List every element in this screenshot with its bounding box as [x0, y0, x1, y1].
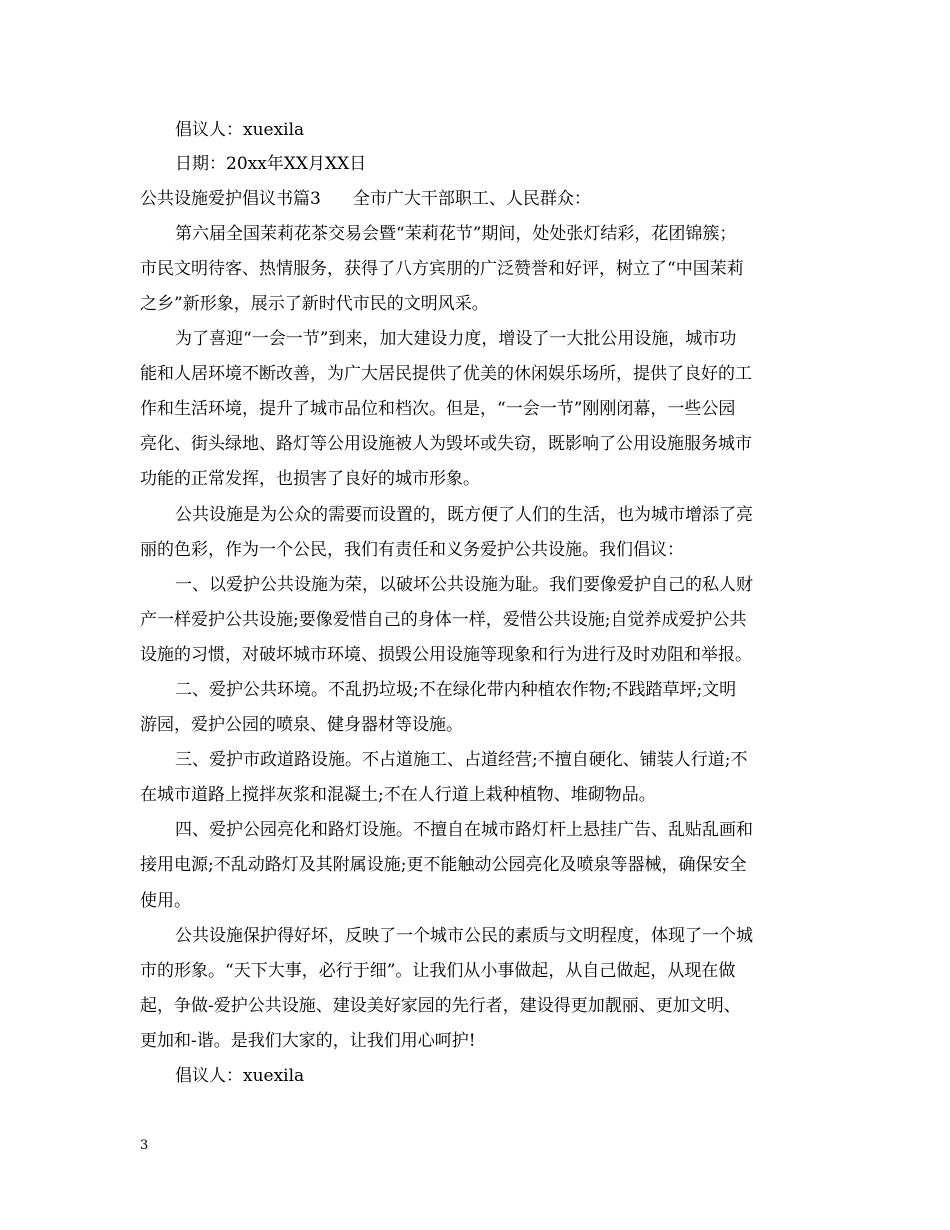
paragraph-line: 之乡”新形象，展示了新时代市民的文明风采。 [140, 294, 489, 314]
paragraph-line: 丽的色彩，作为一个公民，我们有责任和义务爱护公共设施。我们倡议： [140, 540, 684, 560]
paragraph-line: 接用电源;不乱动路灯及其附属设施;更不能触动公园亮化及喷泉等器械，确保安全 [140, 855, 747, 875]
paragraph-line: 能和人居环境不断改善，为广大居民提供了优美的休闲娱乐场所，提供了良好的工 [140, 364, 752, 384]
paragraph-line: 功能的正常发挥，也损害了良好的城市形象。 [140, 469, 480, 489]
paragraph-line: 市的形象。“天下大事，必行于细”。让我们从小事做起，从自己做起，从现在做 [140, 961, 736, 981]
paragraph-line: 二、爱护公共环境。不乱扔垃圾;不在绿化带内种植农作物;不践踏草坪;文明 [175, 680, 737, 700]
date-line: 日期：20xx年XX月XX日 [175, 154, 367, 174]
paragraph-line: 游园，爱护公园的喷泉、健身器材等设施。 [140, 715, 463, 735]
paragraph-line: 设施的习惯，对破坏城市环境、损毁公用设施等现象和行为进行及时劝阻和举报。 [140, 645, 752, 665]
document-title: 公共设施爱护倡议书篇3 [140, 189, 321, 209]
salutation: 全市广大干部职工、人民群众： [352, 189, 591, 209]
paragraph-line: 三、爱护市政道路设施。不占道施工、占道经营;不擅自硬化、铺装人行道;不 [175, 750, 748, 770]
paragraph-line: 第六届全国茉莉花茶交易会暨“茉莉花节”期间，处处张灯结彩，花团锦簇； [175, 224, 737, 244]
paragraph-line: 亮化、街头绿地、路灯等公用设施被人为毁坏或失窃，既影响了公用设施服务城市 [140, 434, 752, 454]
paragraph-line: 更加和-谐。是我们大家的，让我们用心呵护! [140, 1031, 476, 1051]
initiator-line: 倡议人：xuexila [175, 120, 305, 140]
paragraph-line: 市民文明待客、热情服务，获得了八方宾朋的广泛赞誉和好评，树立了“中国茉莉 [140, 259, 744, 279]
paragraph-line: 一、以爱护公共设施为荣，以破坏公共设施为耻。我们要像爱护自己的私人财 [175, 575, 753, 595]
paragraph-line: 四、爱护公园亮化和路灯设施。不擅自在城市路灯杆上悬挂广告、乱贴乱画和 [175, 820, 753, 840]
paragraph-line: 使用。 [140, 891, 191, 911]
title-line [140, 187, 591, 211]
page-number: 3 [140, 1138, 149, 1153]
paragraph-line: 作和生活环境，提升了城市品位和档次。但是，“一会一节”刚刚闭幕，一些公园 [140, 399, 736, 419]
paragraph-line: 公共设施是为公众的需要而设置的，既方便了人们的生活，也为城市增添了亮 [175, 505, 753, 525]
paragraph-line: 产一样爱护公共设施;要像爱惜自己的身体一样，爱惜公共设施;自觉养成爱护公共 [140, 610, 747, 630]
paragraph-line: 为了喜迎“一会一节”到来，加大建设力度，增设了一大批公用设施，城市功 [175, 329, 737, 349]
footer-initiator-line: 倡议人：xuexila [175, 1066, 305, 1086]
paragraph-line: 起，争做-爱护公共设施、建设美好家园的先行者，建设得更加靓丽、更加文明、 [140, 996, 741, 1016]
paragraph-line: 在城市道路上搅拌灰浆和混凝土;不在人行道上栽种植物、堆砌物品。 [140, 785, 656, 805]
paragraph-line: 公共设施保护得好坏，反映了一个城市公民的素质与文明程度，体现了一个城 [175, 926, 753, 946]
